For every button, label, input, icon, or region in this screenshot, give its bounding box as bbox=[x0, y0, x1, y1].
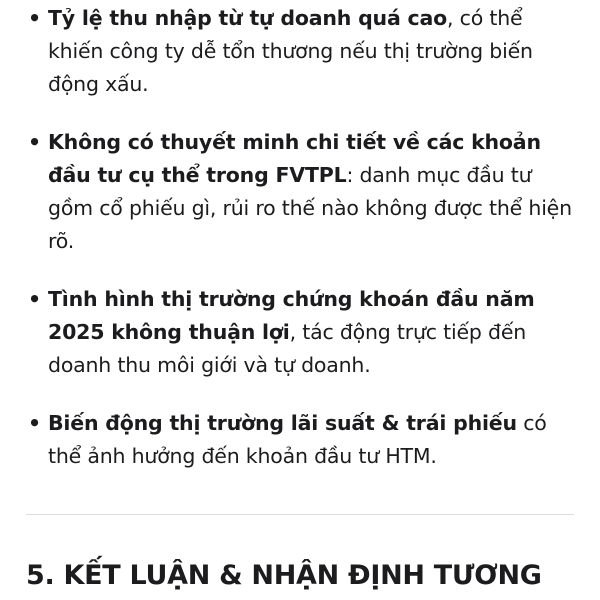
section-heading: 5. KẾT LUẬN & NHẬN ĐỊNH TƯƠNG bbox=[26, 560, 542, 591]
bullet-text: : danh mục đầu tư gồm cổ phiếu gì, rủi ro thế nào không được thể hiện rõ. bbox=[48, 163, 572, 253]
section-divider bbox=[26, 514, 574, 515]
bullet-text: có thể ảnh hưởng đến khoản đầu tư HTM. bbox=[48, 411, 547, 468]
list-item bbox=[26, 283, 578, 382]
bullet-text: , có thể khiến công ty dễ tổn thương nếu thị trường biến động xấu. bbox=[48, 6, 533, 96]
list-item bbox=[26, 126, 578, 258]
list-item bbox=[26, 407, 578, 473]
bullet-dot: • bbox=[28, 130, 41, 154]
risk-bullet-list bbox=[26, 2, 578, 498]
bullet-bold-text: Biến động thị trường lãi suất & trái phiếu bbox=[48, 411, 517, 435]
bullet-text: , tác động trực tiếp đến doanh thu môi giới và tự doanh. bbox=[48, 320, 527, 377]
list-item bbox=[26, 2, 578, 101]
bullet-bold-text: Tỷ lệ thu nhập từ tự doanh quá cao bbox=[48, 6, 447, 30]
bullet-dot: • bbox=[28, 287, 41, 311]
bullet-dot: • bbox=[28, 6, 41, 30]
bullet-bold-text: Không có thuyết minh chi tiết về các khoản đầu tư cụ thể trong FVTPL bbox=[48, 130, 541, 187]
bullet-bold-text: Tình hình thị trường chứng khoán đầu năm 2025 không thuận lợi bbox=[48, 287, 535, 344]
bullet-dot: • bbox=[28, 411, 41, 435]
